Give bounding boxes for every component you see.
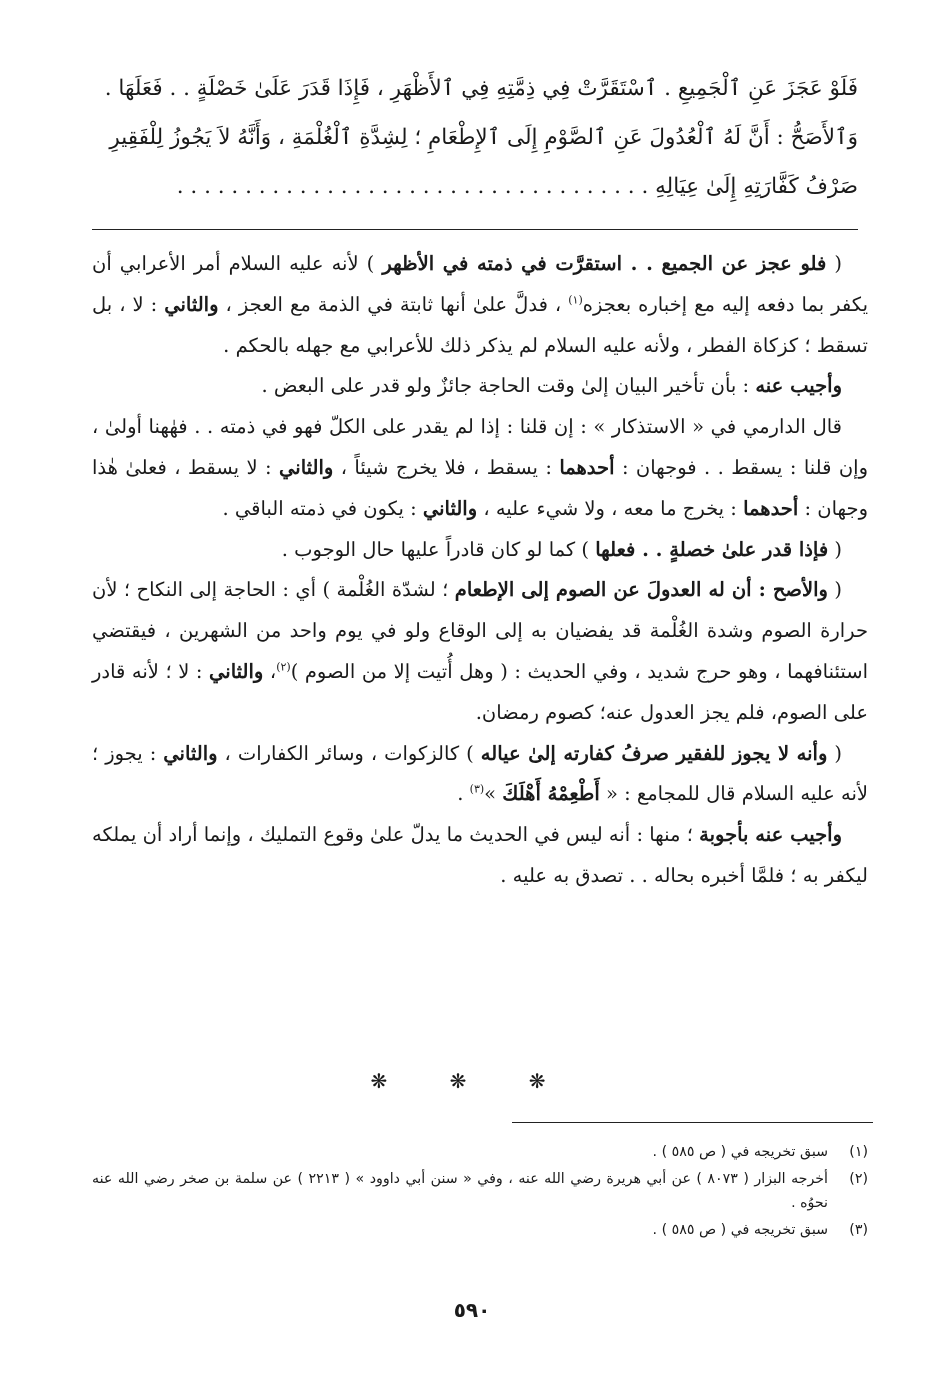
emphasis-term: والثاني xyxy=(163,741,218,765)
footnote-marker[interactable]: (٢) xyxy=(276,660,291,674)
main-text-line: فَلَوْ عَجَزَ عَنِ ٱلْجَمِيعِ . ٱسْتَقَرَّتْ فِي ذِمَّتِهِ فِي ٱلأَظْهَرِ ، فَإِذَا قَدَرَ عَلَىٰ خَصْلَةٍ . . فَعَلَهَا . xyxy=(104,76,858,101)
main-text-line: وَٱلأَصَحُّ : أَنَّ لَهُ ٱلْعُدُولَ عَنِ ٱلصَّوْمِ إِلَى ٱلإِطْعَامِ ؛ لِشِدَّةِ ٱلْغُلْمَةِ ، وَأَنَّهُ لاَ يَجُوزُ لِلْفَقِيرِ xyxy=(109,125,858,150)
main-divider xyxy=(92,229,858,230)
footnote-item xyxy=(92,1167,868,1216)
commentary-paragraph: وأجيب عنه : بأن تأخير البيان إلىٰ وقت الحاجة جائزٌ ولو قدر على البعض . xyxy=(261,374,842,398)
emphasis-term: والثاني xyxy=(279,455,334,479)
emphasis-term: وأجيب عنه بأجوبة xyxy=(699,823,842,847)
footnote-number: (٢) xyxy=(849,1170,868,1187)
footnote-item xyxy=(92,1140,868,1165)
main-text-block xyxy=(92,64,858,211)
footnote-text: سبق تخريجه في ( ص ٥٨٥ ) . xyxy=(652,1144,828,1160)
footnote-number: (٣) xyxy=(849,1221,868,1238)
footnote-item xyxy=(92,1218,868,1243)
commentary-paragraph: ( والأصح : أن له العدولَ عن الصوم إلى الإطعام ؛ لشدّة الغُلْمة ) أي : الحاجة إلى النكاح ؛ لأن حرارة الصوم وشدة الغُلْمة قد يفضيان به إلى الوقاع ولو في يوم واحد من الشهرين ، فيقتضي استئنافهما ، وهو حرج شديد ، وفي الحديث : ( وهل أُتيت إلا من الصوم )$^{(٢)}$، والثاني : لا ؛ لأنه قادر على الصوم، فلم يجز العدول عنه؛ كصوم رمضان. xyxy=(92,578,869,724)
quoted-phrase: فلو عجز عن الجميع . . استقرَّت في ذمته في الأظهر xyxy=(382,252,827,275)
quoted-phrase: وأنه لا يجوز للفقير صرفُ كفارته إلىٰ عياله xyxy=(480,741,828,765)
commentary-block xyxy=(92,244,868,897)
emphasis-term: والثاني xyxy=(164,292,219,316)
footnote-marker[interactable]: (٣) xyxy=(469,782,485,796)
footnote-text: سبق تخريجه في ( ص ٥٨٥ ) . xyxy=(652,1221,828,1238)
commentary-paragraph: ( وأنه لا يجوز للفقير صرفُ كفارته إلىٰ عياله ) كالزكوات ، وسائر الكفارات ، والثاني : يجوز ؛ لأنه عليه السلام قال للمجامع : « أَطْعِمْهُ أَهْلَكَ »$^{(٣)}$ . xyxy=(92,741,868,806)
emphasis-term: والثاني xyxy=(209,659,264,683)
commentary-paragraph: ( فلو عجز عن الجميع . . استقرَّت في ذمته في الأظهر ) لأنه عليه السلام أمر الأعرابي أن يكفر بما دفعه إليه مع إخباره بعجزه$^{(١)}$ ، فدلَّ علىٰ أنها ثابتة في الذمة مع العجز ، والثاني : لا ، بل تسقط ؛ كزكاة الفطر ، ولأنه عليه السلام لم يذكر ذلك للأعرابي مع جهله بالحكم . xyxy=(92,252,868,357)
footnote-text: أخرجه البزار ( ٨٠٧٣ ) عن أبي هريرة رضي الله عنه ، وفي « سنن أبي داوود » ( ٢٢١٣ ) عن سلمة بن صخر رضي الله عنه نحوُه . xyxy=(92,1170,828,1211)
footnote-marker[interactable]: (١) xyxy=(568,293,583,307)
hadith-quote: أَطْعِمْهُ أَهْلَكَ xyxy=(502,782,600,806)
footnote-divider xyxy=(512,1122,873,1123)
emphasis-term: وأجيب عنه xyxy=(755,374,842,398)
commentary-paragraph: وأجيب عنه بأجوبة ؛ منها : أنه ليس في الحديث ما يدلّ علىٰ وقوع التمليك ، وإنما أراد أن يملكه ليكفر به ؛ فلمَّا أخبره بحاله . . تصدق به عليه . xyxy=(92,823,868,887)
emphasis-term: والثاني xyxy=(422,496,478,520)
section-separator: ❋ ❋ ❋ xyxy=(370,1069,574,1093)
quoted-phrase: فإذا قدر علىٰ خصلةٍ . . فعلها xyxy=(595,537,829,561)
commentary-paragraph: ( فإذا قدر علىٰ خصلةٍ . . فعلها ) كما لو كان قادراً عليها حال الوجوب . xyxy=(281,537,842,561)
commentary-paragraph: قال الدارمي في « الاستذكار » : إن قلنا : إذا لم يقدر على الكلّ فهو في ذمته . . فهٰهنا أولىٰ ، وإن قلنا : يسقط . . فوجهان : أحدهما : يسقط ، فلا يخرج شيئاً ، والثاني : لا يسقط ، فعلىٰ هٰذا وجهان : أحدهما : يخرج ما معه ، ولا شيء عليه ، والثاني : يكون في ذمته الباقي . xyxy=(92,415,868,520)
footnote-number: (١) xyxy=(849,1144,868,1160)
emphasis-term: أحدهما xyxy=(559,455,615,479)
page-number: ٥٩٠ xyxy=(453,1298,491,1322)
quoted-phrase: والأصح : أن له العدولَ عن الصوم إلى الإطعام xyxy=(454,578,828,602)
main-text-line: صَرْفُ كَفَّارَتِهِ إِلَىٰ عِيَالِهِ . . . . . . . . . . . . . . . . . . . . . . . . . . . . . . . . . . . xyxy=(176,174,858,199)
emphasis-term: أحدهما xyxy=(743,496,799,520)
footnotes-block xyxy=(92,1140,868,1244)
